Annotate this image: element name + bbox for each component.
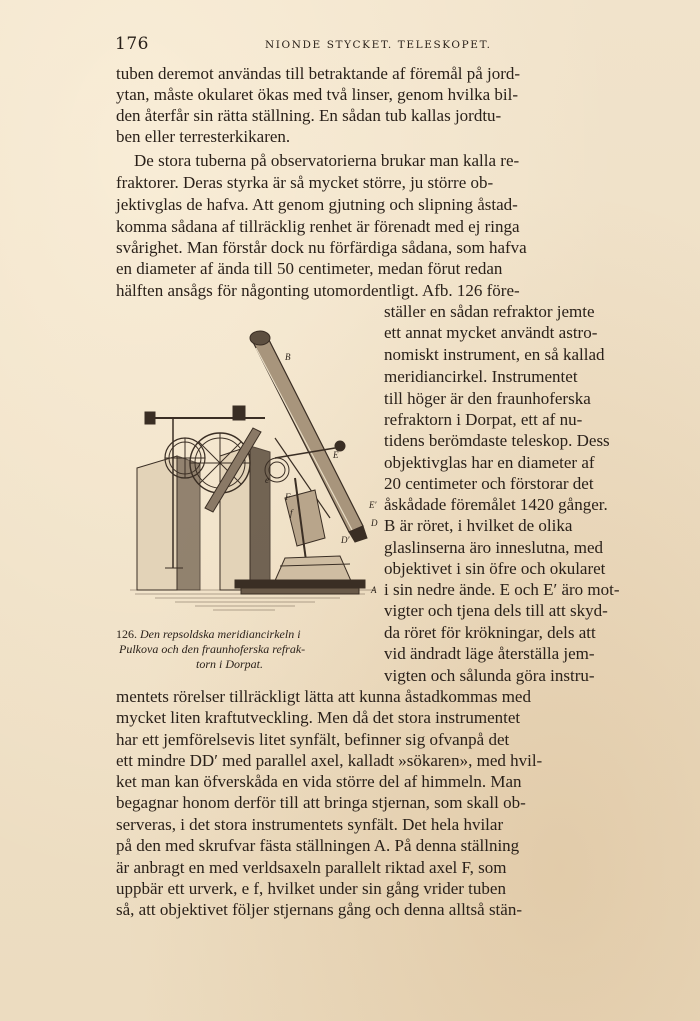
caption-line-3: torn i Dorpat. (196, 657, 264, 671)
text-line: jektivglas de hafva. Att genom gjutning och slipning åstad- (116, 195, 518, 214)
text-line: så, att objektivet följer stjernans gång och denna alltså stän- (116, 900, 522, 919)
text-line: ett mindre DD′ med parallel axel, kalladt »sökaren», med hvil- (116, 751, 543, 770)
text-line: uppbär ett urverk, e f, hvilket under sin gång vrider tuben (116, 879, 506, 898)
figure-label-e: E (333, 450, 339, 460)
caption-line-2: Pulkova och den fraunhoferska refrak- (119, 642, 306, 656)
page-number: 176 (115, 34, 149, 54)
text-line: vid ändradt läge återställa jem- (384, 644, 595, 663)
text-line: mycket liten kraftutveckling. Men då det stora instrumentet (116, 708, 521, 727)
text-line: B är röret, i hvilket de olika (384, 516, 573, 535)
text-line: vigten och sålunda göra instru- (384, 666, 595, 685)
page-header (115, 34, 670, 54)
figure-label-a: A (371, 585, 377, 595)
caption-line-1 (116, 627, 301, 641)
text-line: mentets rörelser tillräckligt lätta att kunna åstadkommas med (116, 687, 531, 706)
text-line: i sin nedre ände. E och E′ äro mot- (384, 580, 620, 599)
text-line: en diameter af ända till 50 centimeter, medan förut redan (116, 259, 503, 278)
text-line: De stora tuberna på observatorierna brukar man kalla re- (134, 151, 520, 170)
text-line: till höger är den fraunhoferska (384, 389, 591, 408)
caption-text: Den repsoldska meridiancirkeln i (140, 627, 301, 641)
text-line: den återfår sin rätta ställning. En sådan tub kallas jordtu- (116, 106, 502, 125)
text-line: ställer en sådan refraktor jemte (384, 302, 595, 321)
text-line: objektivglas har en diameter af (384, 453, 595, 472)
text-line: ben eller terresterkikaren. (116, 127, 291, 146)
text-line: vigter och tjena dels till att skyd- (384, 601, 608, 620)
text-line: har ett jemförelsevis litet synfält, befinner sig ofvanpå det (116, 730, 510, 749)
figure-label-e-prime: E′ (369, 500, 377, 510)
text-line: refraktorn i Dorpat, ett af nu- (384, 410, 583, 429)
text-line: på den med skrufvar fästa ställningen A. På denna ställning (116, 836, 520, 855)
text-line: nomiskt instrument, en så kallad (384, 345, 605, 364)
text-line: ket man kan öfverskåda en vida större del af himmeln. Man (116, 772, 522, 791)
text-line: tidens berömdaste teleskop. Dess (384, 431, 610, 450)
text-line: glaslinserna äro inneslutna, med (384, 538, 604, 557)
text-line: ett annat mycket användt astro- (384, 323, 598, 342)
figure-label-e-small: e (265, 475, 269, 485)
figure-label-d: D (371, 518, 378, 528)
text-line: fraktorer. Deras styrka är så mycket större, ju större ob- (116, 173, 494, 192)
text-line: meridiancirkel. Instrumentet (384, 367, 578, 386)
text-line: åskådade föremålet 1420 gånger. (384, 495, 608, 514)
text-line: serveras, i det stora instrumentets synfält. Det hela hvilar (116, 815, 504, 834)
figure-label-b: B (285, 352, 291, 362)
text-line: begagnar honom derför till att bringa stjernan, som skall ob- (116, 793, 526, 812)
figure-label-d-prime: D′ (341, 535, 350, 545)
running-head: NIONDE STYCKET. TELESKOPET. (265, 39, 492, 51)
text-line: är anbragt en med verldsaxeln parallelt riktad axel F, som (116, 858, 507, 877)
text-line: ytan, måste okularet ökas med två linser, genom hvilka bil- (116, 85, 519, 104)
text-line: 20 centimeter och förstorar det (384, 474, 594, 493)
figure-engraving (125, 318, 380, 620)
figure-label-f-small: f (290, 508, 293, 518)
text-line: objektivet i sin öfre och okularet (384, 559, 606, 578)
text-line: da röret för krökningar, dels att (384, 623, 596, 642)
text-line: svårighet. Man förstår dock nu förfärdiga sådana, som hafva (116, 238, 527, 257)
meridian-circle-and-refractor-illustration (125, 318, 380, 620)
figure-label-f: F (285, 492, 291, 502)
figure-number: 126. (116, 627, 137, 641)
text-line: tuben deremot användas till betraktande af föremål på jord- (116, 64, 521, 83)
text-line: hälften ansågs för någonting utomordentligt. Afb. 126 före- (116, 281, 520, 300)
text-line: komma sådana af tillräcklig renhet är förenadt med ej ringa (116, 217, 520, 236)
